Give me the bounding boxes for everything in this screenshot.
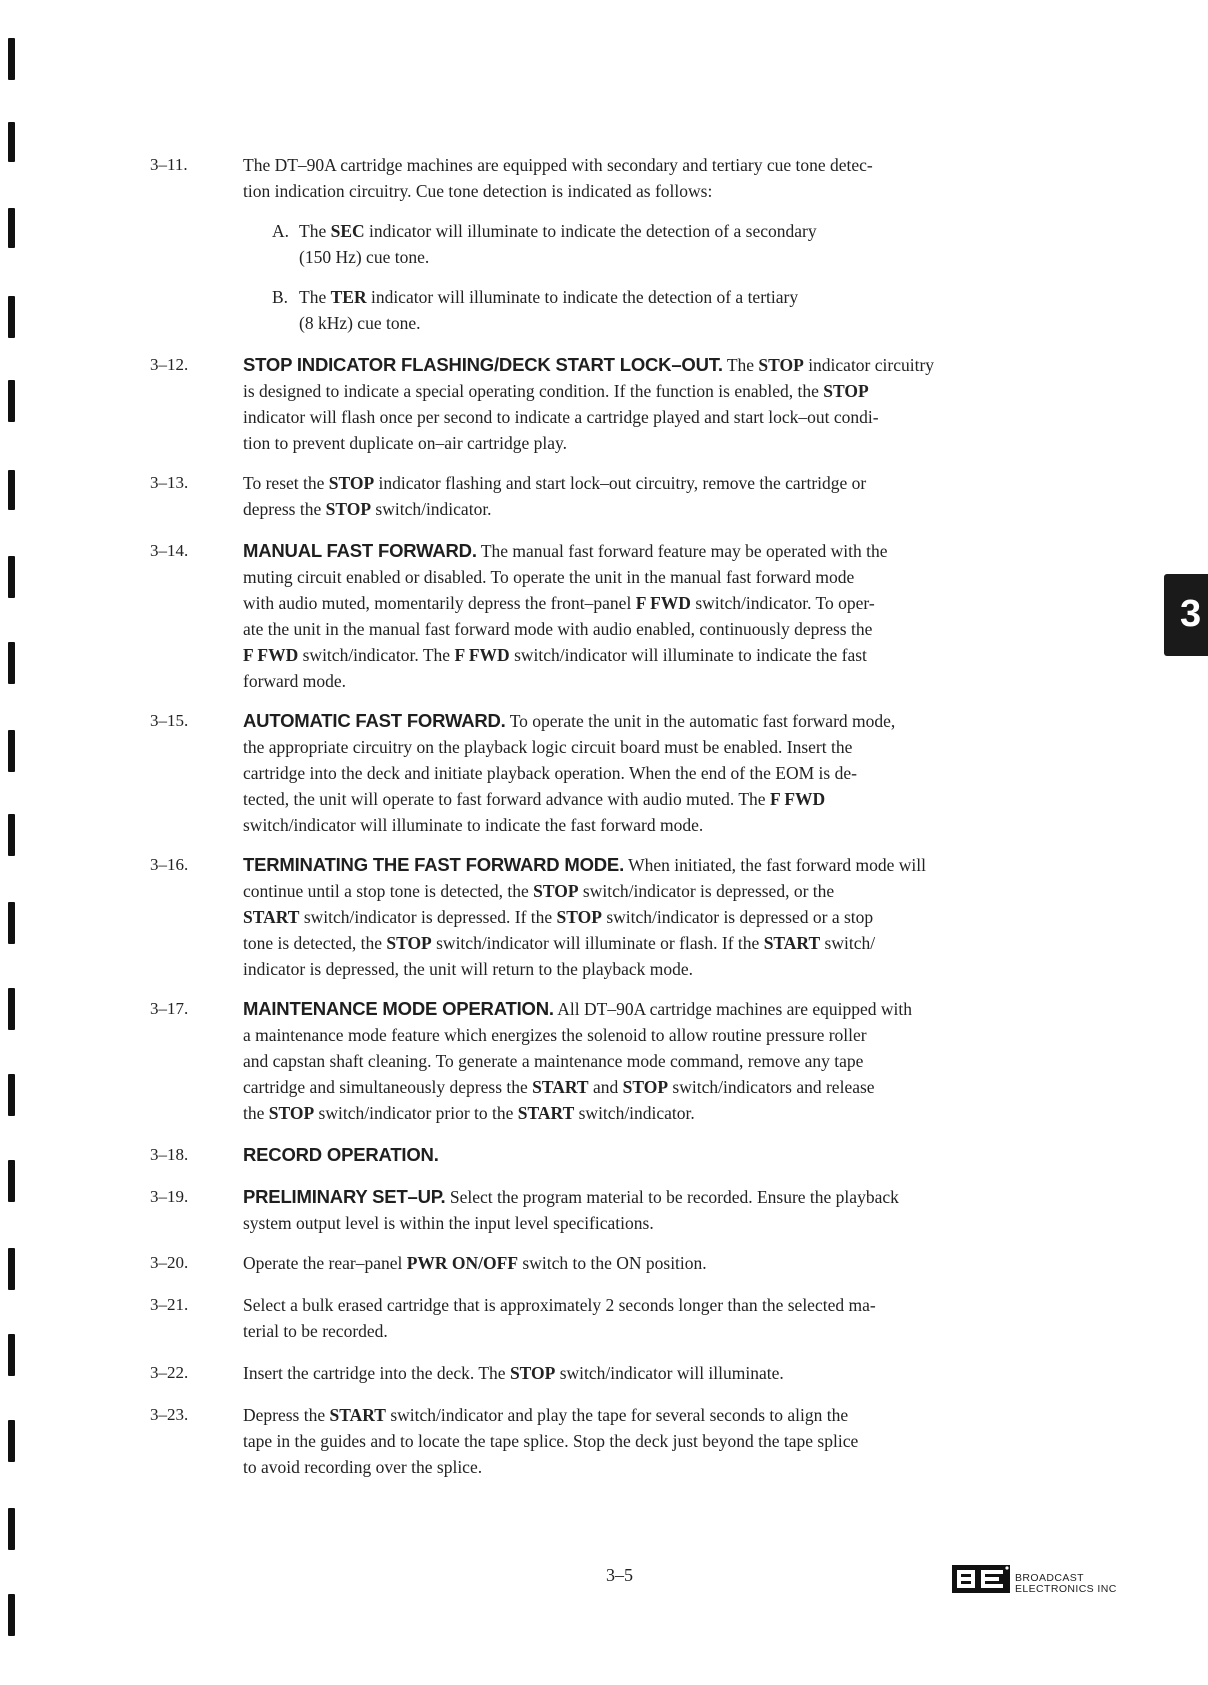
paragraph-number: 3–13. <box>150 473 189 492</box>
text-line: and capstan shaft cleaning. To generate a maintenance mode command, remove any tape <box>243 1051 864 1071</box>
paragraph-heading: PRELIMINARY SET–UP. <box>243 1186 446 1207</box>
text-line: forward mode. <box>243 671 347 691</box>
text-line: terial to be recorded. <box>243 1321 388 1341</box>
text-line: the STOP switch/indicator prior to the START switch/indicator. <box>243 1103 695 1123</box>
be-logo-icon <box>952 1565 1010 1593</box>
text-line: a maintenance mode feature which energizes the solenoid to allow routine pressure roller <box>243 1025 867 1045</box>
paragraph-heading: MAINTENANCE MODE OPERATION. <box>243 998 554 1019</box>
binding-punch-strip <box>0 0 30 1685</box>
text-line: tected, the unit will operate to fast forward advance with audio muted. The F FWD <box>243 789 826 809</box>
text-line: The SEC indicator will illuminate to indicate the detection of a secondary <box>299 221 817 241</box>
paragraph-body <box>243 1360 1098 1386</box>
text-line: the appropriate circuitry on the playback logic circuit board must be enabled. Insert the <box>243 737 853 757</box>
text-line: to avoid recording over the splice. <box>243 1457 483 1477</box>
paragraph-number: 3–15. <box>150 711 189 730</box>
text-line: The manual fast forward feature may be operated with the <box>480 541 888 561</box>
paragraph-body <box>243 538 1098 694</box>
logo-line-2: ELECTRONICS INC <box>1015 1583 1117 1595</box>
text-line: (150 Hz) cue tone. <box>299 247 430 267</box>
paragraph-body <box>243 1292 1098 1344</box>
paragraph-number: 3–20. <box>150 1253 189 1272</box>
page-number: 3–5 <box>606 1565 633 1585</box>
paragraph-body <box>243 470 1098 522</box>
text-line: Operate the rear–panel PWR ON/OFF switch to the ON position. <box>243 1253 707 1273</box>
logo-text <box>1015 1573 1117 1595</box>
section-tab-number: 3 <box>1180 593 1202 635</box>
text-line: All DT–90A cartridge machines are equipped with <box>557 999 913 1019</box>
text-line: The TER indicator will illuminate to indicate the detection of a tertiary <box>299 287 799 307</box>
paragraph-heading: TERMINATING THE FAST FORWARD MODE. <box>243 854 625 875</box>
text-line: indicator is depressed, the unit will return to the playback mode. <box>243 959 694 979</box>
text-line: muting circuit enabled or disabled. To operate the unit in the manual fast forward mode <box>243 567 855 587</box>
text-line: To operate the unit in the automatic fast forward mode, <box>509 711 896 731</box>
text-line: tone is detected, the STOP switch/indicator will illuminate or flash. If the START switch/ <box>243 933 876 953</box>
text-line: switch/indicator will illuminate to indicate the fast forward mode. <box>243 815 704 835</box>
paragraph-body <box>243 1250 1098 1276</box>
paragraph-heading: RECORD OPERATION. <box>243 1144 439 1165</box>
paragraph-body <box>243 1184 1098 1236</box>
text-line: F FWD switch/indicator. The F FWD switch/indicator will illuminate to indicate the fast <box>243 645 867 665</box>
text-line: cartridge into the deck and initiate playback operation. When the end of the EOM is de- <box>243 763 857 783</box>
text-line: tion to prevent duplicate on–air cartridge play. <box>243 433 567 453</box>
text-line: Select a bulk erased cartridge that is approximately 2 seconds longer than the selected ma- <box>243 1295 876 1315</box>
paragraph-number: 3–17. <box>150 999 189 1018</box>
text-line: The STOP indicator circuitry <box>726 355 935 375</box>
text-line: depress the STOP switch/indicator. <box>243 499 492 519</box>
text-line: tion indication circuitry. Cue tone detection is indicated as follows: <box>243 181 713 201</box>
text-line: indicator will flash once per second to indicate a cartridge played and start lock–out condi- <box>243 407 879 427</box>
paragraph-number: 3–18. <box>150 1145 189 1164</box>
logo-line-1: BROADCAST <box>1015 1572 1084 1584</box>
subitem-letter: B. <box>272 287 289 307</box>
text-line: is designed to indicate a special operating condition. If the function is enabled, the STOP <box>243 381 869 401</box>
subitem-letter: A. <box>272 221 290 241</box>
paragraph-heading: MANUAL FAST FORWARD. <box>243 540 477 561</box>
text-line: tape in the guides and to locate the tape splice. Stop the deck just beyond the tape splice <box>243 1431 859 1451</box>
paragraph-number: 3–12. <box>150 355 189 374</box>
paragraph-body <box>243 996 1098 1126</box>
paragraph-body <box>243 708 1098 838</box>
text-line: cartridge and simultaneously depress the START and STOP switch/indicators and release <box>243 1077 875 1097</box>
paragraph-heading: AUTOMATIC FAST FORWARD. <box>243 710 506 731</box>
text-line: The DT–90A cartridge machines are equipped with secondary and tertiary cue tone detec- <box>243 155 873 175</box>
paragraph-body <box>243 1142 1098 1168</box>
text-line: with audio muted, momentarily depress the front–panel F FWD switch/indicator. To oper- <box>243 593 875 613</box>
paragraph-body <box>243 152 1098 204</box>
text-line: system output level is within the input level specifications. <box>243 1213 654 1233</box>
text-line: When initiated, the fast forward mode will <box>628 855 926 875</box>
text-line: (8 kHz) cue tone. <box>299 313 421 333</box>
text-line: Insert the cartridge into the deck. The STOP switch/indicator will illuminate. <box>243 1363 784 1383</box>
text-line: Depress the START switch/indicator and play the tape for several seconds to align the <box>243 1405 849 1425</box>
paragraph-body <box>243 852 1098 982</box>
text-line: START switch/indicator is depressed. If the STOP switch/indicator is depressed or a stop <box>243 907 874 927</box>
paragraph-number: 3–14. <box>150 541 189 560</box>
paragraph-number: 3–16. <box>150 855 189 874</box>
paragraph-body <box>243 1402 1098 1480</box>
paragraph-number: 3–11. <box>150 155 188 174</box>
paragraph-number: 3–19. <box>150 1187 189 1206</box>
text-line: ate the unit in the manual fast forward mode with audio enabled, continuously depress the <box>243 619 873 639</box>
paragraph-number: 3–23. <box>150 1405 189 1424</box>
company-logo <box>952 1565 1142 1597</box>
text-line: To reset the STOP indicator flashing and start lock–out circuitry, remove the cartridge or <box>243 473 867 493</box>
paragraph-heading: STOP INDICATOR FLASHING/DECK START LOCK–OUT. <box>243 354 723 375</box>
text-line: continue until a stop tone is detected, the STOP switch/indicator is depressed, or the <box>243 881 835 901</box>
text-line: Select the program material to be recorded. Ensure the playback <box>449 1187 899 1207</box>
paragraph-number: 3–21. <box>150 1295 189 1314</box>
paragraph-number: 3–22. <box>150 1363 189 1382</box>
section-tab <box>1164 574 1208 656</box>
paragraph-body <box>243 352 1098 456</box>
